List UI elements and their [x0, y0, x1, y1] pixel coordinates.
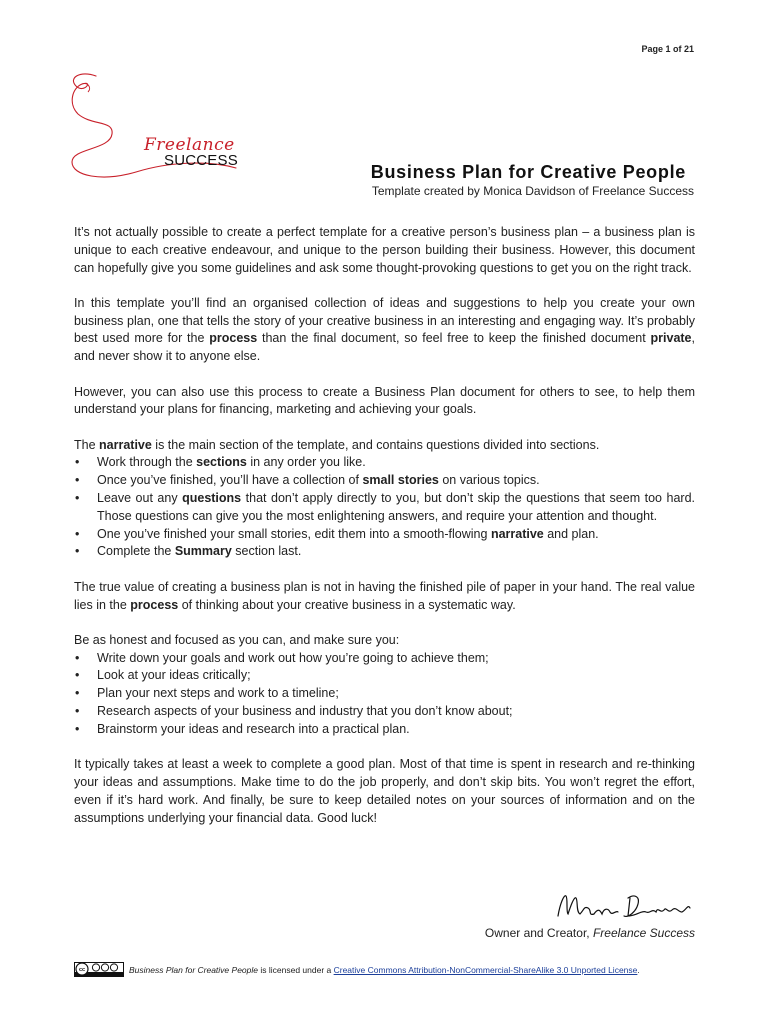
license-link[interactable]: Creative Commons Attribution-NonCommercial-ShareAlike 3.0 Unported License — [333, 965, 638, 975]
creative-commons-badge-icon — [74, 962, 124, 977]
document-title: Business Plan for Creative People — [370, 162, 686, 182]
list-item: • Look at your ideas critically; — [74, 667, 695, 685]
list-item: • Plan your next steps and work to a timeline; — [74, 685, 695, 703]
freelance-success-logo — [58, 64, 248, 184]
document-subtitle: Template created by Monica Davidson of Freelance Success — [371, 184, 694, 198]
narrative-paragraph: The narrative is the main section of the template, and contains questions divided into sections. — [74, 437, 600, 452]
list-item: • One you’ve finished your small stories, edit them into a smooth-flowing narrative and plan. — [74, 526, 695, 544]
list-item: • Complete the Summary section last. — [74, 543, 695, 561]
signature-caption: Owner and Creator, Freelance Success — [484, 926, 695, 940]
logo-word: SUCCESS — [164, 152, 238, 169]
others-paragraph: However, you can also use this process to create a Business Plan document for others to see, to help them understand your plans for financing, marketing and achieving your goals. — [74, 384, 695, 417]
list-item: • Write down your goals and work out how you’re going to achieve them; — [74, 650, 695, 668]
svg-text:cc: cc — [78, 967, 86, 973]
list-item: • Research aspects of your business and industry that you don’t know about; — [74, 703, 695, 721]
license-text: Business Plan for Creative People is licensed under a Creative Commons Attribution-NonCommercial-ShareAlike 3.0 Unported License. — [129, 965, 640, 975]
logo-script-word: Freelance — [144, 135, 235, 155]
narrative-list — [74, 454, 695, 561]
page-number: Page 1 of 21 — [641, 44, 694, 54]
intro-paragraph: It’s not actually possible to create a perfect template for a creative person’s business plan – a business plan is unique to each creative endeavour, and unique to the person building their business. However, this document can hopefully give you some guidelines and ask some thought-provoking questions to get you on the right track. — [74, 225, 695, 275]
document-body — [74, 224, 695, 845]
license-footer — [74, 960, 699, 980]
closing-paragraph: It typically takes at least a week to complete a good plan. Most of that time is spent in research and re-thinking your ideas and assumptions. Make time to do the job properly, and don’t skip bits. You won’t regret the effort, even if it’s hard work. And finally, be sure to keep detailed notes on your sources of information and on the assumptions underlying your financial data. Good luck! — [74, 757, 695, 825]
list-item: • Once you’ve finished, you’ll have a collection of small stories on various topics. — [74, 472, 695, 490]
goals-list — [74, 650, 695, 739]
honesty-paragraph: Be as honest and focused as you can, and make sure you: — [74, 632, 400, 647]
template-paragraph: In this template you’ll find an organised collection of ideas and suggestions to help you create your own business plan, one that tells the story of your creative business in an interesting and engaging way. It’s probably best used more for the process than the final document, so feel free to keep the finished document private, and never show it to anyone else. — [74, 295, 695, 364]
list-item: • Leave out any questions that don’t apply directly to you, but don’t skip the questions that seem too hard. Those questions can give you the most enlightening answers, and require your attention and thought. — [74, 490, 695, 526]
list-item: • Brainstorm your ideas and research into a practical plan. — [74, 721, 695, 739]
list-item: • Work through the sections in any order you like. — [74, 454, 695, 472]
value-paragraph: The true value of creating a business plan is not in having the finished pile of paper in your hand. The real value lies in the process of thinking about your creative business in a systematic way. — [74, 579, 695, 612]
signature-image — [554, 886, 696, 926]
